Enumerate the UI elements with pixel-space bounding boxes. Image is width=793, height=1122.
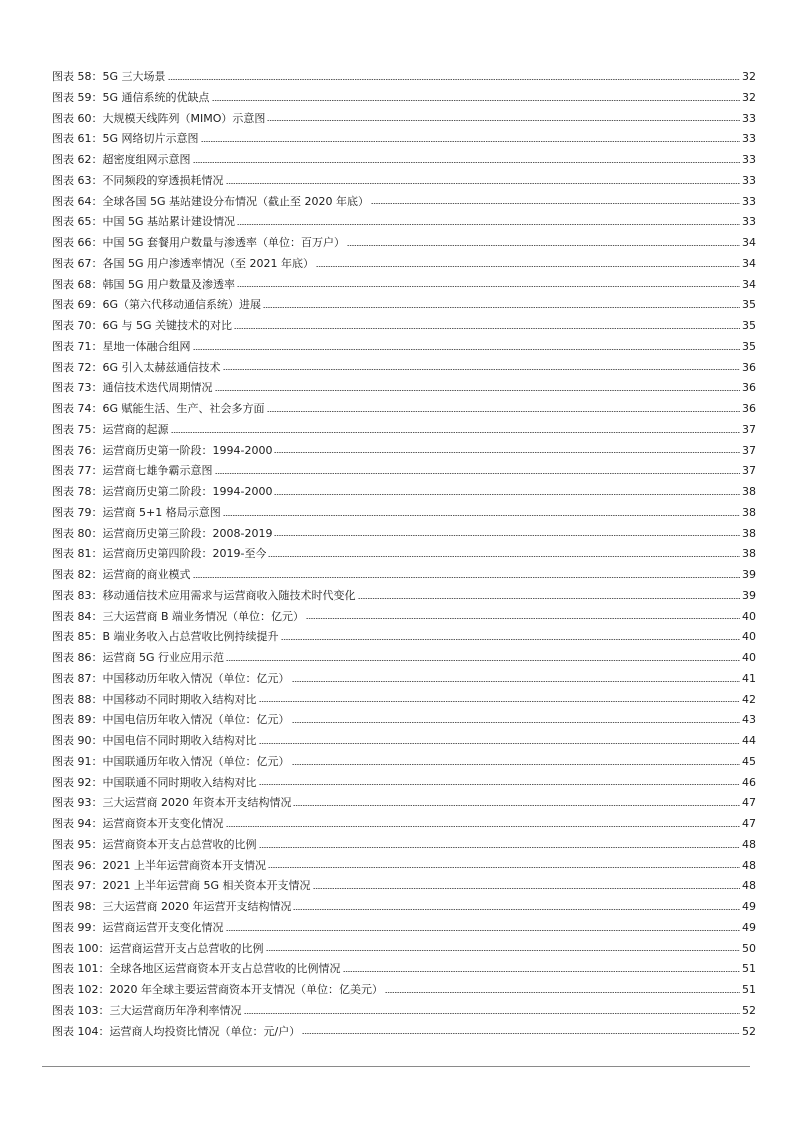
toc-entry-page-number: 36: [742, 381, 756, 395]
toc-entry[interactable]: [52, 358, 756, 379]
toc-entry-title: 图表 76：运营商历史第一阶段：1994-2000: [52, 443, 273, 457]
dot-leader: [226, 928, 741, 933]
toc-entry-page-number: 37: [742, 422, 756, 436]
dot-leader: [267, 409, 740, 414]
toc-entry-page-number: 32: [742, 70, 756, 83]
dot-leader: [274, 450, 740, 455]
toc-entry-page-number: 33: [742, 215, 756, 229]
toc-entry-title: 图表 69：6G（第六代移动通信系统）进展: [52, 298, 262, 312]
toc-entry[interactable]: [52, 88, 756, 109]
dot-leader: [302, 1031, 740, 1036]
dot-leader: [226, 824, 741, 829]
toc-entry[interactable]: [52, 399, 756, 420]
dot-leader: [215, 388, 741, 393]
toc-entry-title: 图表 63：不同频段的穿透损耗情况: [52, 173, 224, 187]
toc-entry-title: 图表 92：中国联通不同时期收入结构对比: [52, 775, 257, 789]
dot-leader: [293, 907, 740, 912]
toc-entry-page-number: 38: [742, 526, 756, 540]
dot-leader: [316, 264, 740, 269]
toc-entry-page-number: 48: [742, 837, 756, 851]
toc-entry-page-number: 36: [742, 402, 756, 415]
toc-entry-page-number: 39: [742, 568, 756, 581]
dot-leader: [259, 845, 741, 850]
footer-divider: [42, 1066, 750, 1067]
dot-leader: [244, 1011, 741, 1016]
toc-entry-title: 图表 80：运营商历史第三阶段：2008-2019: [52, 526, 273, 540]
toc-entry-page-number: 34: [742, 256, 756, 270]
toc-entry[interactable]: [52, 254, 756, 275]
dot-leader: [201, 139, 740, 144]
toc-entry[interactable]: [52, 378, 756, 399]
toc-entry[interactable]: [52, 876, 756, 897]
toc-entry-page-number: 42: [742, 692, 756, 706]
toc-entry-page-number: 48: [742, 879, 756, 893]
dot-leader: [268, 554, 740, 559]
toc-entry-title: 图表 71：星地一体融合组网: [52, 339, 191, 353]
toc-entry-page-number: 37: [742, 443, 756, 457]
toc-entry-page-number: 49: [742, 900, 756, 913]
toc-entry-page-number: 33: [742, 173, 756, 187]
toc-entry-page-number: 40: [742, 630, 756, 644]
toc-entry-page-number: 34: [742, 236, 756, 249]
toc-entry[interactable]: [52, 627, 756, 648]
toc-entry-title: 图表 103：三大运营商历年净利率情况: [52, 1003, 242, 1017]
dot-leader: [266, 948, 741, 953]
dot-leader: [263, 305, 740, 310]
dot-leader: [259, 741, 741, 746]
dot-leader: [259, 782, 741, 787]
toc-entry-title: 图表 99：运营商运营开支变化情况: [52, 920, 224, 934]
dot-leader: [313, 886, 741, 891]
dot-leader: [385, 990, 740, 995]
dot-leader: [343, 969, 741, 974]
toc-entry[interactable]: [52, 67, 756, 88]
toc-entry-title: 图表 81：运营商历史第四阶段：2019-至今: [52, 547, 267, 561]
toc-entry-page-number: 35: [742, 298, 756, 312]
dot-leader: [347, 243, 740, 248]
toc-entry-title: 图表 94：运营商资本开支变化情况: [52, 817, 224, 830]
toc-entry-title: 图表 85：B 端业务收入占总营收比例持续提升: [52, 630, 279, 644]
toc-entry-title: 图表 88：中国移动不同时期收入结构对比: [52, 692, 257, 706]
toc-entry-title: 图表 78：运营商历史第二阶段：1994-2000: [52, 485, 273, 498]
toc-entry[interactable]: [52, 690, 756, 711]
toc-entry[interactable]: [52, 150, 756, 171]
toc-entry[interactable]: [52, 109, 756, 130]
dot-leader: [306, 616, 740, 621]
toc-entry[interactable]: [52, 897, 756, 918]
dot-leader: [223, 367, 740, 372]
toc-entry-title: 图表 101：全球各地区运营商资本开支占总营收的比例情况: [52, 962, 341, 976]
toc-entry-title: 图表 98：三大运营商 2020 年运营开支结构情况: [52, 900, 292, 913]
toc-entry-page-number: 36: [742, 360, 756, 374]
toc-entry[interactable]: [52, 316, 756, 337]
toc-entry-title: 图表 82：运营商的商业模式: [52, 568, 191, 581]
toc-entry[interactable]: [52, 939, 756, 960]
toc-entry-page-number: 40: [742, 609, 756, 623]
toc-entry-page-number: 35: [742, 339, 756, 353]
toc-entry[interactable]: [52, 835, 756, 856]
toc-entry[interactable]: [52, 959, 756, 980]
toc-entry-title: 图表 72：6G 引入太赫兹通信技术: [52, 360, 221, 374]
toc-entry[interactable]: [52, 918, 756, 939]
toc-entry-page-number: 33: [742, 111, 756, 125]
toc-entry-title: 图表 67：各国 5G 用户渗透率情况（至 2021 年底）: [52, 256, 314, 270]
toc-entry[interactable]: [52, 275, 756, 296]
toc-entry[interactable]: [52, 233, 756, 254]
toc-entry-page-number: 37: [742, 464, 756, 478]
toc-entry[interactable]: [52, 752, 756, 773]
toc-entry-page-number: 49: [742, 920, 756, 934]
toc-entry-page-number: 52: [742, 1024, 756, 1038]
toc-entry-title: 图表 64：全球各国 5G 基站建设分布情况（截止至 2020 年底）: [52, 194, 369, 208]
toc-entry[interactable]: [52, 731, 756, 752]
toc-entry[interactable]: [52, 441, 756, 462]
toc-entry-page-number: 35: [742, 319, 756, 332]
toc-entry-page-number: 51: [742, 962, 756, 976]
toc-entry[interactable]: [52, 586, 756, 607]
toc-entry-page-number: 38: [742, 547, 756, 561]
dot-leader: [171, 430, 741, 435]
toc-entry-page-number: 40: [742, 651, 756, 664]
toc-entry[interactable]: [52, 503, 756, 524]
toc-entry[interactable]: [52, 648, 756, 669]
toc-entry-page-number: 38: [742, 485, 756, 498]
toc-entry-page-number: 34: [742, 277, 756, 291]
dot-leader: [281, 637, 740, 642]
dot-leader: [223, 513, 740, 518]
toc-entry[interactable]: [52, 669, 756, 690]
dot-leader: [168, 77, 740, 82]
dot-leader: [274, 492, 740, 497]
dot-leader: [292, 679, 741, 684]
toc-entry-title: 图表 66：中国 5G 套餐用户数量与渗透率（单位：百万户）: [52, 236, 346, 249]
toc-entry[interactable]: [52, 710, 756, 731]
toc-entry-page-number: 47: [742, 796, 756, 810]
toc-entry[interactable]: [52, 814, 756, 835]
toc-entry[interactable]: [52, 524, 756, 545]
toc-entry[interactable]: [52, 793, 756, 814]
dot-leader: [358, 596, 741, 601]
dot-leader: [268, 865, 740, 870]
toc-entry-title: 图表 77：运营商七雄争霸示意图: [52, 464, 213, 478]
toc-entry-page-number: 50: [742, 941, 756, 955]
toc-entry-title: 图表 61：5G 网络切片示意图: [52, 132, 199, 146]
dot-leader: [215, 471, 741, 476]
toc-entry-page-number: 52: [742, 1003, 756, 1017]
toc-entry-title: 图表 104：运营商人均投资比情况（单位：元/户）: [52, 1024, 301, 1038]
toc-entry-title: 图表 86：运营商 5G 行业应用示范: [52, 651, 225, 664]
toc-entry-title: 图表 68：韩国 5G 用户数量及渗透率: [52, 277, 236, 291]
toc-entry-page-number: 46: [742, 775, 756, 789]
dot-leader: [226, 181, 741, 186]
toc-entry-page-number: 33: [742, 153, 756, 166]
toc-entry[interactable]: [52, 856, 756, 877]
toc-entry[interactable]: [52, 129, 756, 150]
toc-entry-page-number: 51: [742, 983, 756, 996]
toc-entry-title: 图表 96：2021 上半年运营商资本开支情况: [52, 858, 266, 872]
toc-entry-title: 图表 93：三大运营商 2020 年资本开支结构情况: [52, 796, 292, 810]
toc-entry-page-number: 33: [742, 132, 756, 146]
toc-entry[interactable]: [52, 544, 756, 565]
toc-entry[interactable]: [52, 773, 756, 794]
toc-entry-title: 图表 97：2021 上半年运营商 5G 相关资本开支情况: [52, 879, 311, 893]
toc-entry[interactable]: [52, 337, 756, 358]
dot-leader: [293, 803, 740, 808]
toc-entry-title: 图表 73：通信技术迭代周期情况: [52, 381, 213, 395]
toc-entry-title: 图表 70：6G 与 5G 关键技术的对比: [52, 319, 233, 332]
toc-entry[interactable]: [52, 1001, 756, 1022]
dot-leader: [193, 575, 741, 580]
toc-entry[interactable]: [52, 295, 756, 316]
dot-leader: [237, 284, 740, 289]
dot-leader: [237, 222, 740, 227]
toc-entry-title: 图表 102：2020 年全球主要运营商资本开支情况（单位：亿美元）: [52, 983, 383, 996]
toc-entry[interactable]: [52, 607, 756, 628]
toc-entry-title: 图表 58：5G 三大场景: [52, 70, 166, 83]
toc-entry-page-number: 47: [742, 817, 756, 830]
toc-entry-title: 图表 79：运营商 5+1 格局示意图: [52, 505, 221, 519]
toc-entry-page-number: 48: [742, 858, 756, 872]
toc-entry-page-number: 33: [742, 194, 756, 208]
toc-entry-title: 图表 87：中国移动历年收入情况（单位：亿元）: [52, 671, 290, 685]
toc-entry[interactable]: [52, 1022, 756, 1043]
toc-entry-title: 图表 95：运营商资本开支占总营收的比例: [52, 837, 257, 851]
toc-entry[interactable]: [52, 420, 756, 441]
dot-leader: [371, 201, 740, 206]
toc-entry-page-number: 39: [742, 588, 756, 602]
toc-entry-title: 图表 60：大规模天线阵列（MIMO）示意图: [52, 111, 266, 125]
toc-entry-page-number: 32: [742, 90, 756, 104]
toc-entry-page-number: 41: [742, 671, 756, 685]
dot-leader: [193, 347, 741, 352]
table-of-figures: [52, 67, 756, 1042]
toc-entry-page-number: 43: [742, 713, 756, 727]
toc-entry-page-number: 45: [742, 754, 756, 768]
dot-leader: [193, 160, 741, 165]
toc-entry-title: 图表 91：中国联通历年收入情况（单位：亿元）: [52, 754, 290, 768]
toc-entry-page-number: 38: [742, 505, 756, 519]
dot-leader: [267, 118, 740, 123]
dot-leader: [226, 658, 740, 663]
toc-entry-title: 图表 90：中国电信不同时期收入结构对比: [52, 734, 257, 747]
toc-entry-title: 图表 100：运营商运营开支占总营收的比例: [52, 941, 264, 955]
toc-entry-title: 图表 83：移动通信技术应用需求与运营商收入随技术时代变化: [52, 588, 356, 602]
dot-leader: [274, 533, 740, 538]
toc-entry-page-number: 44: [742, 734, 756, 747]
dot-leader: [259, 699, 741, 704]
toc-entry[interactable]: [52, 212, 756, 233]
toc-entry[interactable]: [52, 482, 756, 503]
toc-entry-title: 图表 74：6G 赋能生活、生产、社会多方面: [52, 402, 265, 415]
toc-entry-title: 图表 89：中国电信历年收入情况（单位：亿元）: [52, 713, 290, 727]
toc-entry-title: 图表 59：5G 通信系统的优缺点: [52, 90, 210, 104]
toc-entry-title: 图表 65：中国 5G 基站累计建设情况: [52, 215, 236, 229]
toc-entry-title: 图表 84：三大运营商 B 端业务情况（单位：亿元）: [52, 609, 305, 623]
toc-entry-title: 图表 62：超密度组网示意图: [52, 153, 191, 166]
toc-entry[interactable]: [52, 565, 756, 586]
dot-leader: [292, 762, 741, 767]
dot-leader: [212, 98, 740, 103]
toc-entry[interactable]: [52, 461, 756, 482]
toc-entry[interactable]: [52, 192, 756, 213]
toc-entry[interactable]: [52, 980, 756, 1001]
dot-leader: [292, 720, 741, 725]
dot-leader: [234, 326, 740, 331]
toc-entry-title: 图表 75：运营商的起源: [52, 422, 169, 436]
toc-entry[interactable]: [52, 171, 756, 192]
